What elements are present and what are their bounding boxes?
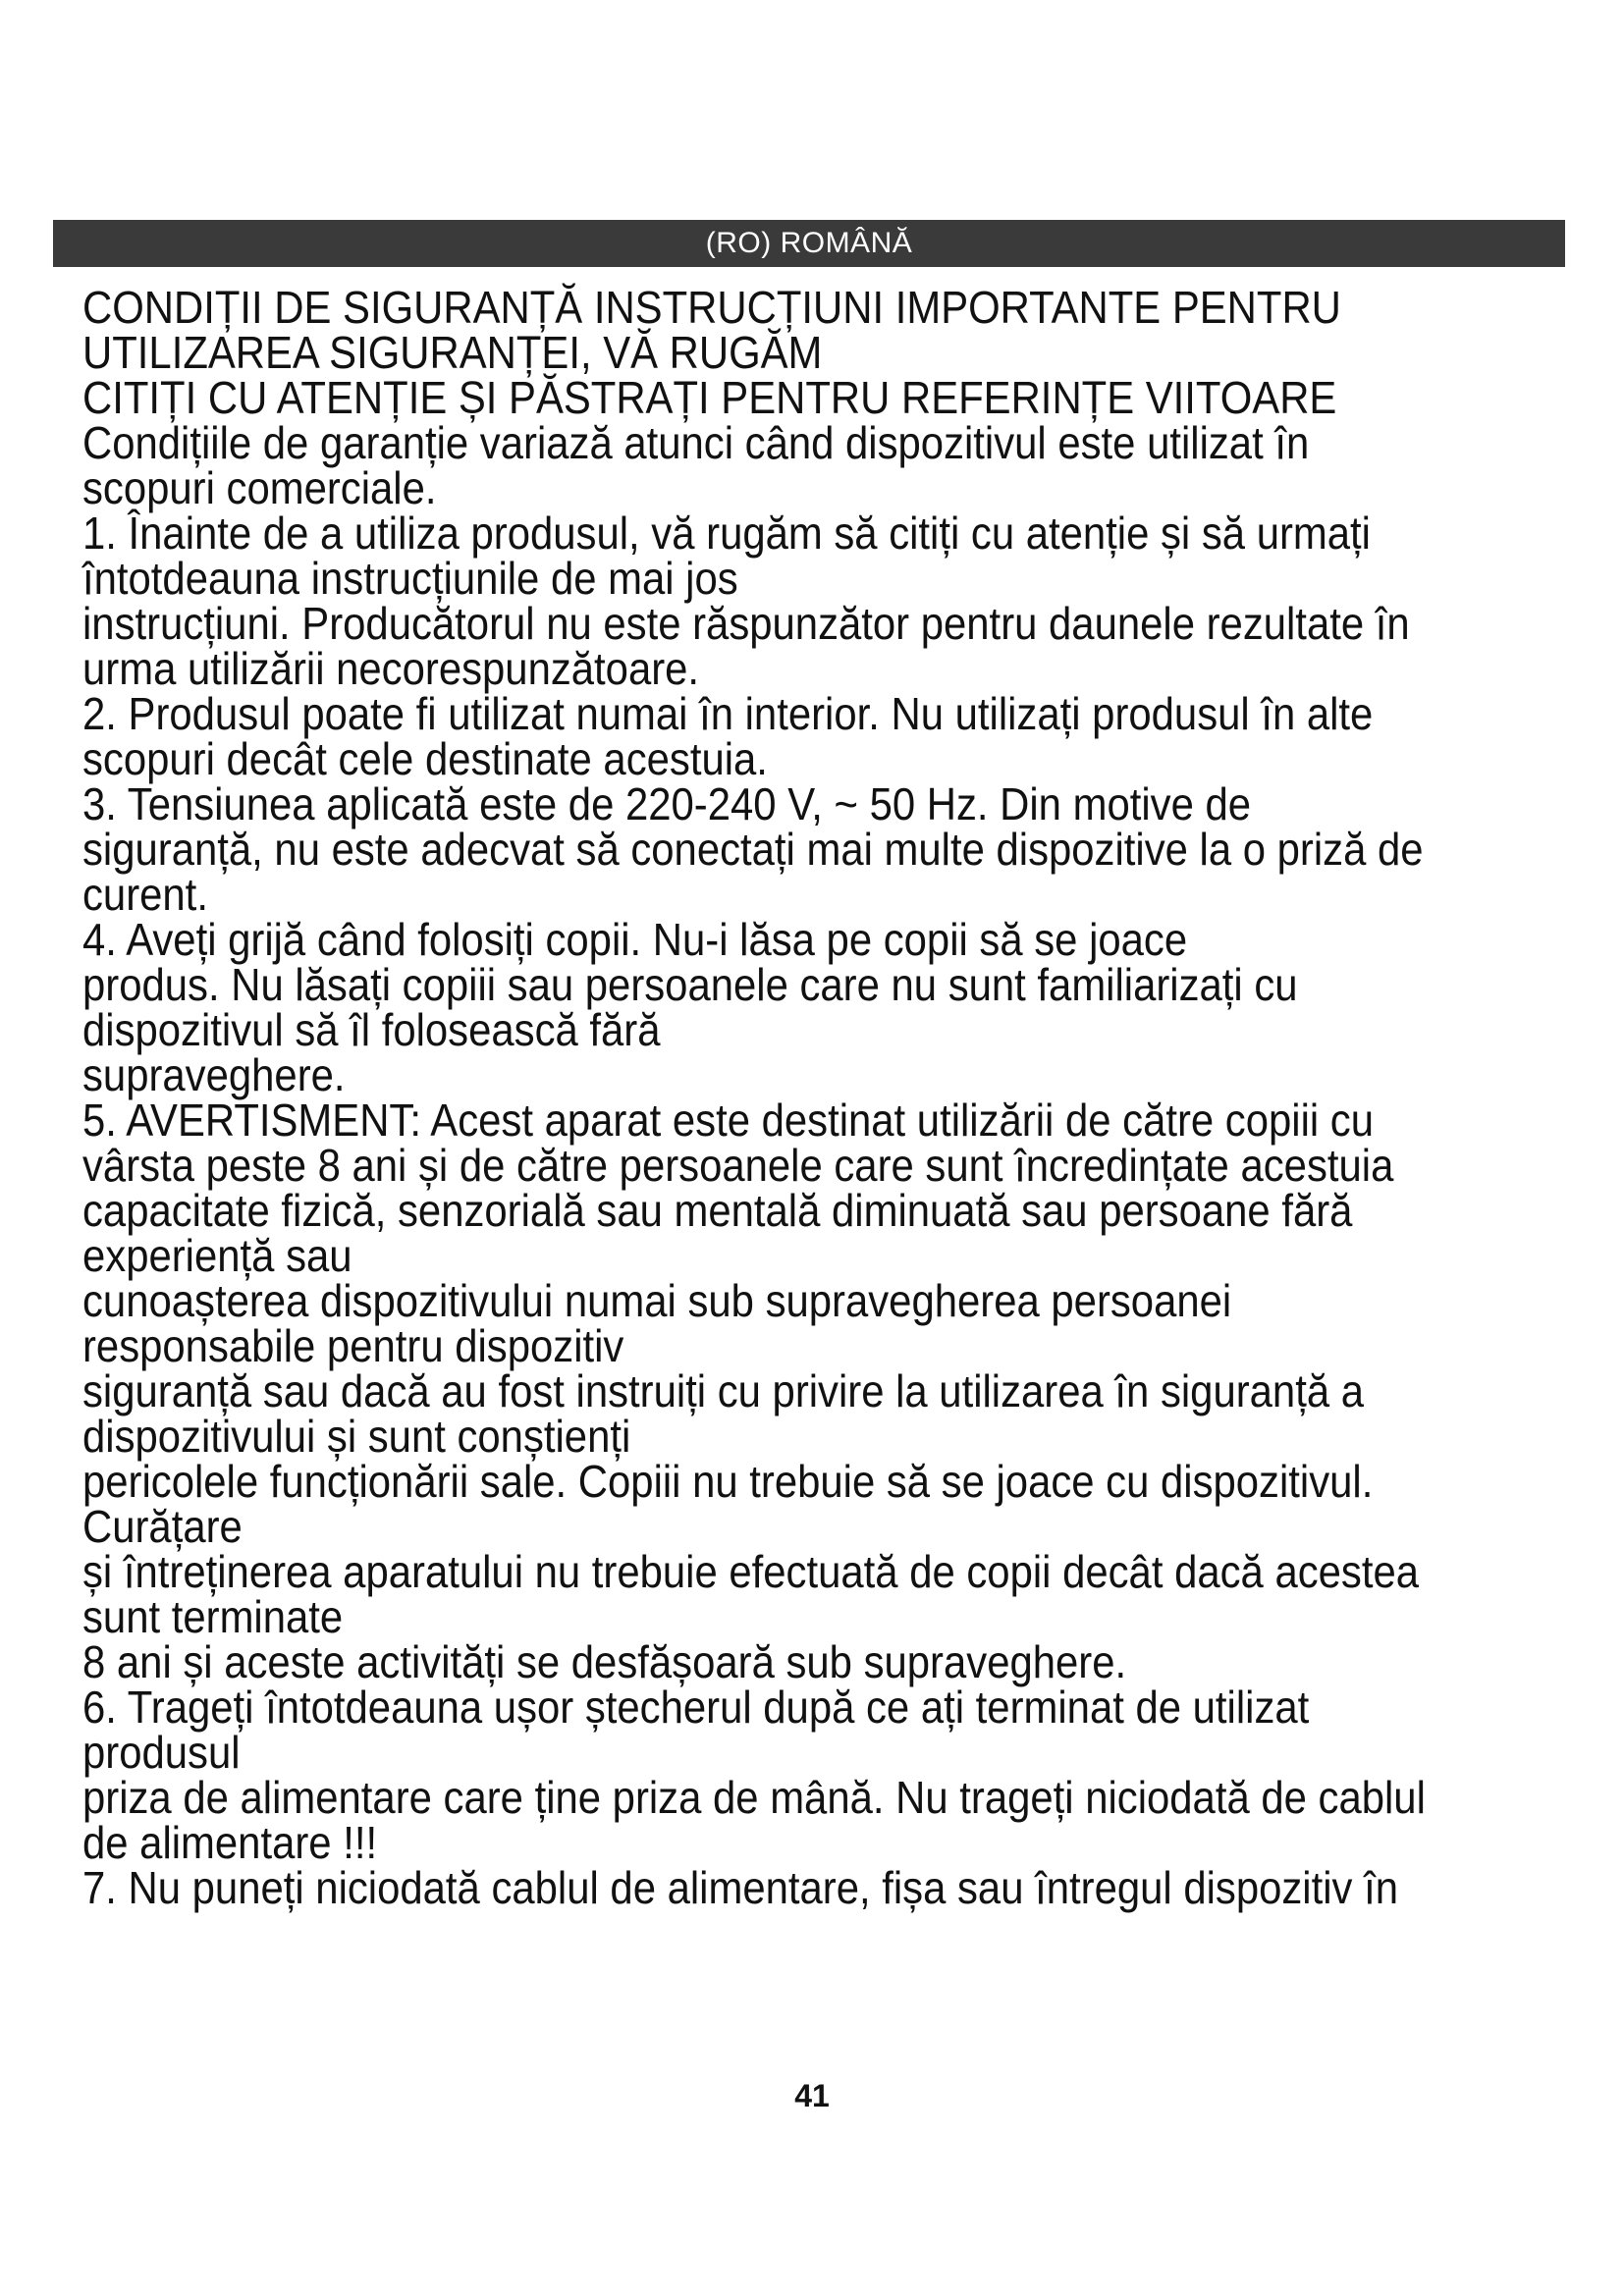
text-line: instrucțiuni. Producătorul nu este răspunzător pentru daunele rezultate în <box>82 598 1410 649</box>
safety-instructions-text <box>82 282 1554 1913</box>
text-line: UTILIZAREA SIGURANȚEI, VĂ RUGĂM <box>82 327 823 378</box>
text-line: 2. Produsul poate fi utilizat numai în interior. Nu utilizați produsul în alte <box>82 688 1374 739</box>
text-line: 8 ani și aceste activități se desfășoară sub supraveghere. <box>82 1636 1127 1687</box>
text-line: siguranță, nu este adecvat să conectați mai multe dispozitive la o priză de <box>82 824 1424 875</box>
text-line: de alimentare !!! <box>82 1817 378 1868</box>
text-line: dispozitivului și sunt conștienți <box>82 1411 631 1462</box>
page-number: 41 <box>794 2078 830 2113</box>
text-line: întotdeauna instrucțiunile de mai jos <box>82 553 738 604</box>
text-line: 6. Trageți întotdeauna ușor ștecherul după ce ați terminat de utilizat <box>82 1682 1310 1733</box>
text-line: Curățare <box>82 1501 243 1552</box>
text-line: CONDIȚII DE SIGURANȚĂ INSTRUCȚIUNI IMPORTANTE PENTRU <box>82 282 1341 333</box>
text-line: produs. Nu lăsați copiii sau persoanele care nu sunt familiarizați cu <box>82 959 1298 1010</box>
text-line: siguranță sau dacă au fost instruiți cu privire la utilizarea în siguranță a <box>82 1365 1365 1416</box>
text-line: produsul <box>82 1727 241 1778</box>
text-line: capacitate fizică, senzorială sau mentală diminuată sau persoane fără <box>82 1185 1353 1236</box>
text-line: Condițiile de garanție variază atunci când dispozitivul este utilizat în <box>82 417 1310 468</box>
text-line: priza de alimentare care ține priza de mână. Nu trageți niciodată de cablul <box>82 1772 1426 1823</box>
text-line: și întreținerea aparatului nu trebuie efectuată de copii decât dacă acestea <box>82 1546 1420 1597</box>
text-line: 1. Înainte de a utiliza produsul, vă rugăm să citiți cu atenție și să urmați <box>82 507 1371 559</box>
text-line: scopuri comerciale. <box>82 462 437 513</box>
text-line: 4. Aveți grijă când folosiți copii. Nu-i lăsa pe copii să se joace <box>82 914 1188 965</box>
language-header-bar: (RO) ROMÂNĂ <box>53 220 1565 267</box>
text-line: vârsta peste 8 ani și de către persoanele care sunt încredințate acestuia <box>82 1140 1394 1191</box>
text-line: curent. <box>82 869 208 920</box>
text-line: cunoașterea dispozitivului numai sub supravegherea persoanei <box>82 1275 1232 1326</box>
text-line: 3. Tensiunea aplicată este de 220-240 V, ~ 50 Hz. Din motive de <box>82 778 1252 829</box>
text-line: dispozitivul să îl folosească fără <box>82 1004 661 1055</box>
text-line: 7. Nu puneți niciodată cablul de alimentare, fișa sau întregul dispozitiv în <box>82 1862 1398 1913</box>
text-line: scopuri decât cele destinate acestuia. <box>82 733 768 784</box>
text-line: supraveghere. <box>82 1049 346 1100</box>
text-line: urma utilizării necorespunzătoare. <box>82 643 700 694</box>
text-line: CITIȚI CU ATENȚIE ȘI PĂSTRAȚI PENTRU REFERINȚE VIITOARE <box>82 372 1337 423</box>
text-line: sunt terminate <box>82 1591 344 1642</box>
text-line: responsabile pentru dispozitiv <box>82 1320 624 1371</box>
text-line: experiență sau <box>82 1230 352 1281</box>
text-line: 5. AVERTISMENT: Acest aparat este destinat utilizării de către copiii cu <box>82 1095 1375 1146</box>
text-line: pericolele funcționării sale. Copiii nu trebuie să se joace cu dispozitivul. <box>82 1456 1374 1507</box>
